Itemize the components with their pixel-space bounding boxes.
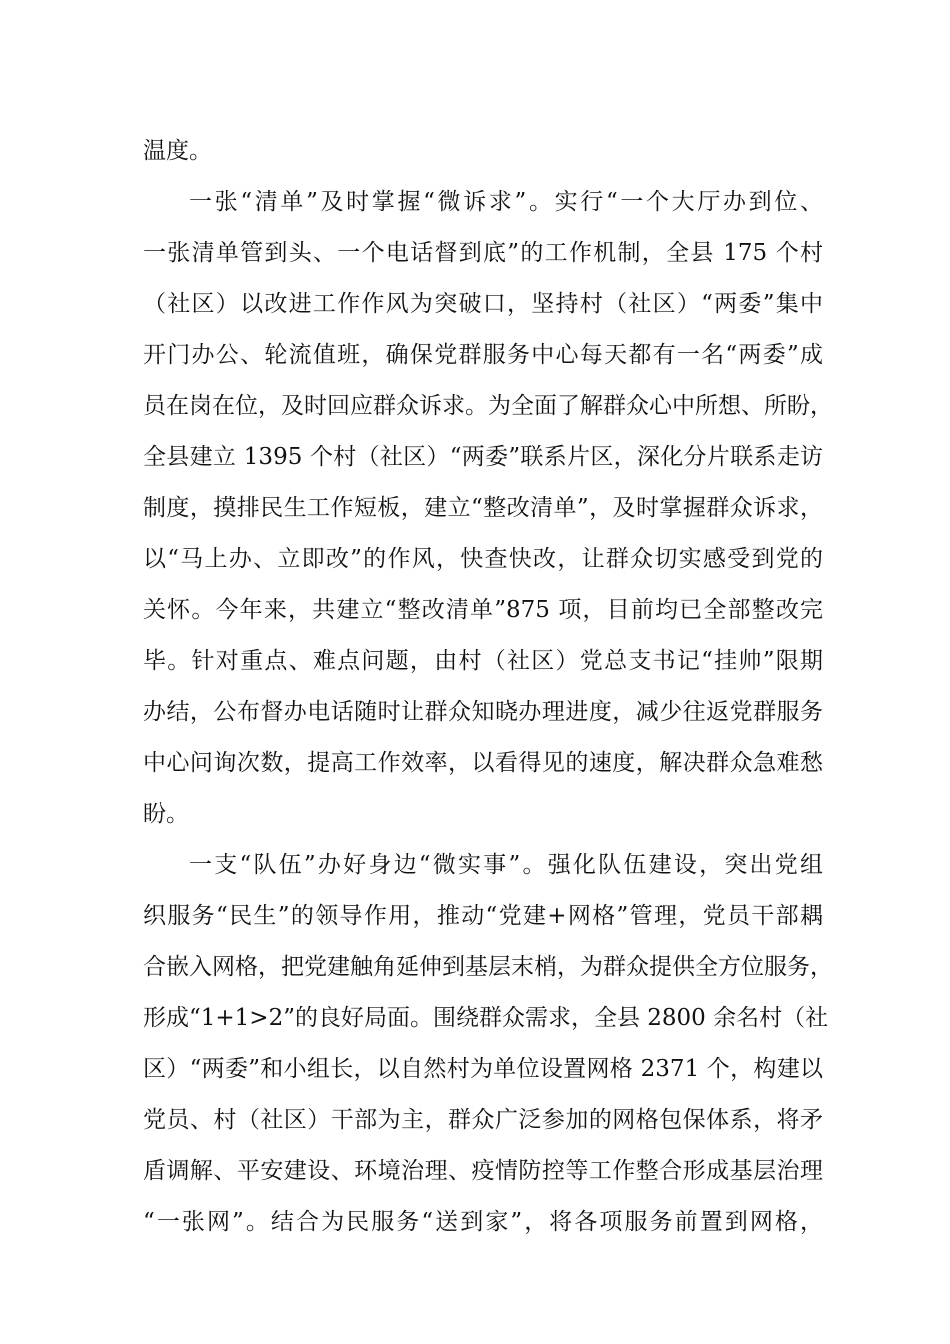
paragraph-heading-line: 一张“清单”及时掌握“微诉求”。实行“一个大厅办到位、	[189, 189, 823, 215]
document-body	[143, 126, 833, 1248]
text-line: 关怀。今年来，共建立“整改清单”875 项，目前均已全部整改完	[143, 597, 823, 623]
text-line: 全县建立 1395 个村（社区）“两委”联系片区，深化分片联系走访	[143, 444, 823, 470]
text-line: 温度。	[143, 138, 212, 164]
text-line: 党员、村（社区）干部为主，群众广泛参加的网格包保体系，将矛	[143, 1107, 823, 1133]
text-line: 一张清单管到头、一个电话督到底”的工作机制，全县 175 个村	[143, 240, 823, 266]
text-line: 员在岗在位，及时回应群众诉求。为全面了解群众心中所想、所盼，	[143, 393, 833, 419]
text-line: （社区）以改进工作作风为突破口，坚持村（社区）“两委”集中	[143, 291, 823, 317]
text-line: 织服务“民生”的领导作用，推动“党建+网格”管理，党员干部耦	[143, 903, 823, 929]
text-line: 合嵌入网格，把党建触角延伸到基层末梢，为群众提供全方位服务，	[143, 954, 833, 980]
text-line: 开门办公、轮流值班，确保党群服务中心每天都有一名“两委”成	[143, 342, 823, 368]
text-line: 中心问询次数，提高工作效率，以看得见的速度，解决群众急难愁	[143, 750, 823, 776]
text-line: 盾调解、平安建设、环境治理、疫情防控等工作整合形成基层治理	[143, 1158, 823, 1184]
text-line: 区）“两委”和小组长，以自然村为单位设置网格 2371 个，构建以	[143, 1056, 823, 1082]
text-line: 形成“1+1>2”的良好局面。围绕群众需求，全县 2800 余名村（社	[143, 1005, 829, 1031]
text-line: 毕。针对重点、难点问题，由村（社区）党总支书记“挂帅”限期	[143, 648, 823, 674]
text-line: 办结，公布督办电话随时让群众知晓办理进度，减少往返党群服务	[143, 699, 823, 725]
text-line: 盼。	[143, 801, 189, 827]
text-line: “一张网”。结合为民服务“送到家”，将各项服务前置到网格，	[143, 1209, 823, 1235]
text-line: 制度，摸排民生工作短板，建立“整改清单”，及时掌握群众诉求，	[143, 495, 823, 521]
text-line: 以“马上办、立即改”的作风，快查快改，让群众切实感受到党的	[143, 546, 823, 572]
paragraph-heading-line: 一支“队伍”办好身边“微实事”。强化队伍建设，突出党组	[189, 852, 823, 878]
